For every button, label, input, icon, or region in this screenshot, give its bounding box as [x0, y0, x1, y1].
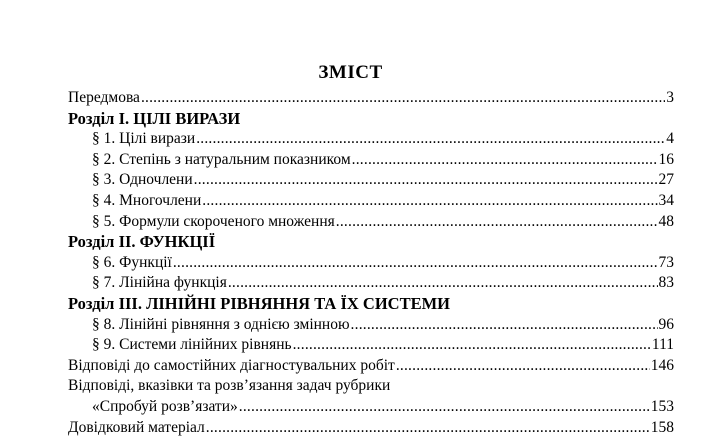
toc-entry-reference[interactable] [68, 418, 674, 439]
leader-dots [239, 397, 650, 417]
toc-entry-hints-line2[interactable] [68, 397, 674, 418]
leader-dots [336, 212, 658, 232]
toc-entry-page: 27 [658, 171, 674, 189]
leader-dots [141, 88, 665, 108]
leader-dots [196, 129, 665, 149]
toc-entry-page: 153 [650, 397, 674, 415]
toc-entry-p5[interactable] [68, 212, 674, 233]
toc-entry-page: 83 [658, 274, 674, 292]
toc-entry-p9[interactable] [68, 335, 674, 356]
toc-entry-label: Довідковий матеріал [68, 418, 205, 436]
toc-section-label: Розділ ІІІ. ЛІНІЙНІ РІВНЯННЯ ТА ЇХ СИСТЕМИ [68, 293, 450, 313]
leader-dots [396, 356, 650, 376]
toc-entry-label: § 1. Цілі вирази [92, 130, 196, 148]
toc-section-label: Розділ ІІ. ФУНКЦІЇ [68, 232, 216, 252]
toc-section-2-heading [68, 232, 674, 253]
leader-dots [173, 253, 658, 273]
toc-entry-label: Відповіді до самостійних діагностувальних робіт [68, 356, 395, 374]
leader-dots [202, 191, 657, 211]
leader-dots [293, 335, 651, 355]
toc-list [68, 88, 674, 438]
toc-entry-page: 4 [666, 130, 674, 148]
toc-entry-hints-line1[interactable] [68, 376, 674, 397]
toc-entry-page: 146 [650, 356, 674, 374]
toc-entry-label: § 6. Функції [92, 253, 172, 271]
leader-dots [352, 150, 658, 170]
toc-entry-p3[interactable] [68, 170, 674, 191]
toc-section-3-heading [68, 294, 674, 315]
toc-entry-page: 16 [658, 150, 674, 168]
toc-title: ЗМІСТ [318, 62, 383, 83]
toc-entry-p6[interactable] [68, 253, 674, 274]
toc-entry-label: § 2. Степінь з натуральним показником [92, 150, 351, 168]
toc-entry-preface[interactable] [68, 88, 674, 109]
toc-section-1-heading [68, 109, 674, 130]
toc-entry-answers[interactable] [68, 356, 674, 377]
toc-entry-p1[interactable] [68, 129, 674, 150]
toc-entry-label: Відповіді, вказівки та розв’язання задач рубрики [68, 377, 391, 395]
toc-entry-page: 73 [658, 253, 674, 271]
toc-entry-label: § 9. Системи лінійних рівнянь [92, 336, 292, 354]
leader-dots [206, 418, 650, 438]
toc-section-label: Розділ І. ЦІЛІ ВИРАЗИ [68, 108, 241, 128]
toc-entry-label: «Спробуй розв’язати» [92, 397, 238, 415]
leader-dots [194, 170, 658, 190]
toc-entry-label: § 4. Многочлени [92, 191, 202, 209]
leader-dots [228, 273, 658, 293]
toc-entry-p7[interactable] [68, 273, 674, 294]
toc-entry-label: § 3. Одночлени [92, 171, 193, 189]
toc-entry-page: 34 [658, 191, 674, 209]
toc-entry-label: § 5. Формули скороченого множення [92, 212, 335, 230]
toc-entry-label: Передмова [68, 89, 140, 106]
toc-entry-page: 3 [666, 89, 674, 106]
toc-entry-p4[interactable] [68, 191, 674, 212]
toc-entry-label: § 7. Лінійна функція [92, 274, 227, 292]
toc-entry-page: 48 [658, 212, 674, 230]
toc-entry-label: § 8. Лінійні рівняння з однією змінною [92, 315, 350, 333]
toc-entry-page: 96 [658, 315, 674, 333]
toc-entry-page: 111 [651, 336, 674, 354]
toc-entry-page: 158 [650, 418, 674, 436]
leader-dots [351, 315, 658, 335]
toc-entry-p2[interactable] [68, 150, 674, 171]
toc-entry-p8[interactable] [68, 315, 674, 336]
